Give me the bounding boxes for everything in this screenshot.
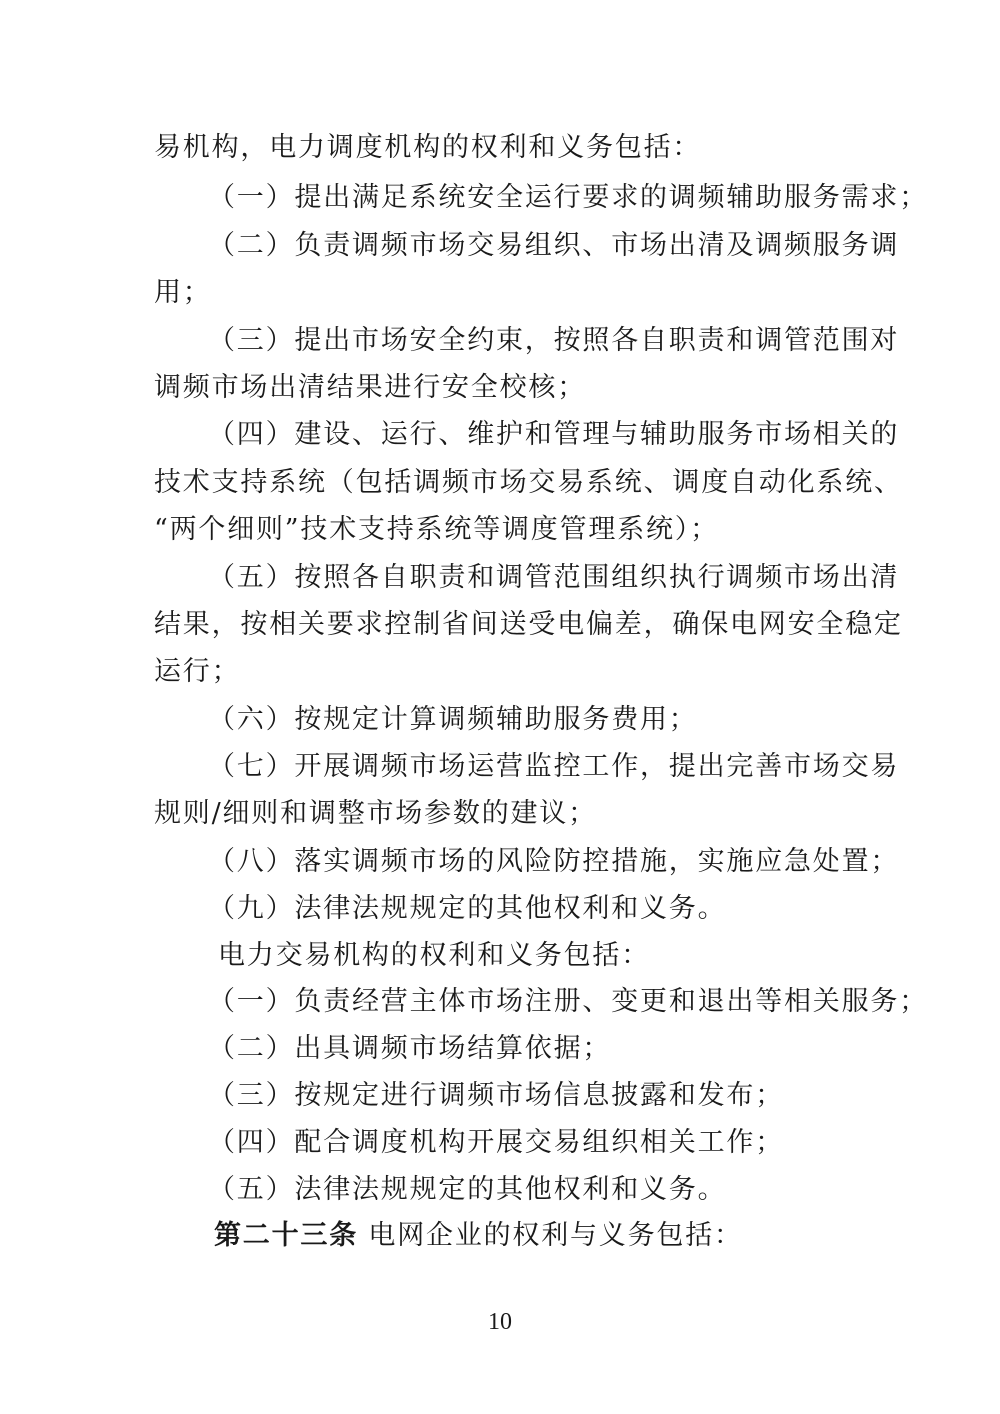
page-number: 10 <box>488 1309 512 1335</box>
article-heading: 第二十三条 <box>214 1220 358 1251</box>
list-item: （一）提出满足系统安全运行要求的调频辅助服务需求； <box>208 182 928 213</box>
list-item: （四）建设、运行、维护和管理与辅助服务市场相关的 <box>208 419 900 450</box>
article-text: 电网企业的权利与义务包括： <box>368 1220 743 1251</box>
text-line: “两个细则”技术支持系统等调度管理系统）； <box>154 514 719 545</box>
list-item: （三）按规定进行调频市场信息披露和发布； <box>208 1080 784 1111</box>
text-line: 技术支持系统（包括调频市场交易系统、调度自动化系统、 <box>154 467 903 498</box>
list-item: （八）落实调频市场的风险防控措施，实施应急处置； <box>208 846 900 877</box>
list-item: （四）配合调度机构开展交易组织相关工作； <box>208 1127 784 1158</box>
text-line: 易机构，电力调度机构的权利和义务包括： <box>154 132 702 163</box>
list-item: （六）按规定计算调频辅助服务费用； <box>208 704 698 735</box>
text-line: 调频市场出清结果进行安全校核； <box>154 372 586 403</box>
text-line: 用； <box>154 277 212 308</box>
article-line <box>214 1219 848 1253</box>
list-item: （二）负责调频市场交易组织、市场出清及调频服务调 <box>208 230 900 261</box>
section-intro: 电力交易机构的权利和义务包括： <box>218 940 650 971</box>
text-line: 规则/细则和调整市场参数的建议； <box>154 798 597 829</box>
list-item: （一）负责经营主体市场注册、变更和退出等相关服务； <box>208 986 928 1017</box>
list-item: （五）按照各自职责和调管范围组织执行调频市场出清 <box>208 562 900 593</box>
list-item: （五）法律法规规定的其他权利和义务。 <box>208 1174 727 1205</box>
list-item: （二）出具调频市场结算依据； <box>208 1033 612 1064</box>
text-line: 运行； <box>154 656 241 687</box>
list-item: （七）开展调频市场运营监控工作，提出完善市场交易 <box>208 751 900 782</box>
list-item: （三）提出市场安全约束，按照各自职责和调管范围对 <box>208 325 900 356</box>
list-item: （九）法律法规规定的其他权利和义务。 <box>208 893 727 924</box>
text-line: 结果，按相关要求控制省间送受电偏差，确保电网安全稳定 <box>154 609 903 640</box>
